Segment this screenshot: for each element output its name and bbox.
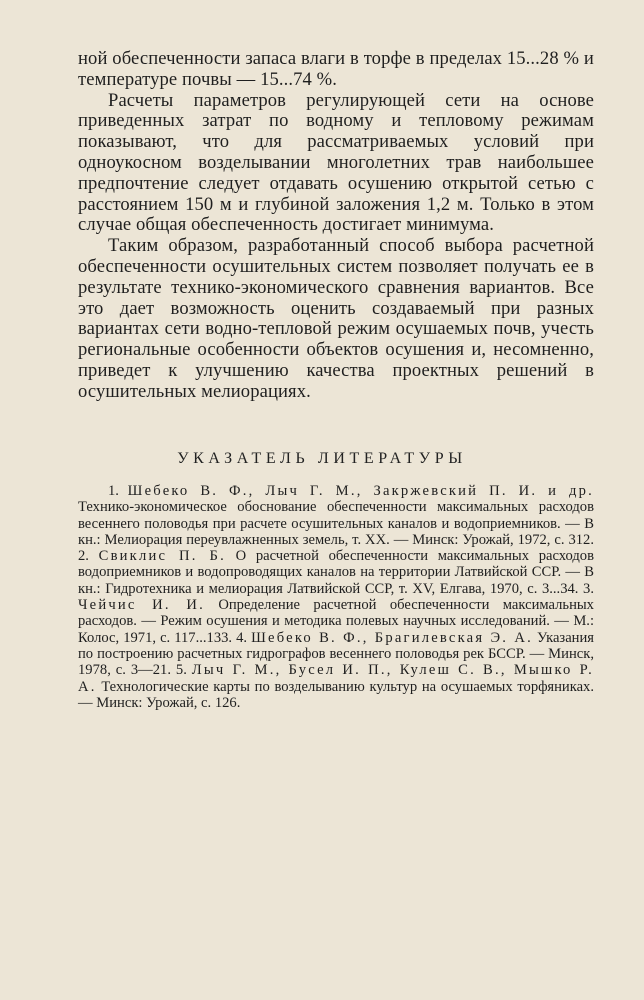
ref-4-authors: Шебеко В. Ф., Брагилевская Э. А. [251, 629, 533, 646]
paragraph-calculations: Расчеты параметров регулирующей сети на основе приведенных затрат по водному и тепловому режимам показывают, что для рассматриваемых условий при одноукосном возделывании многолетних трав наибольшее предпочтение следует отдавать осушению открытой сетью с расстоянием 150 м и глубиной заложения 1,2 м. Только в этом случае общая обеспеченность достигает минимума. [78, 89, 594, 236]
ref-5-number: 5. [175, 662, 187, 679]
ref-3-authors: Чейчис И. И. [78, 597, 205, 614]
ref-2-text: О расчетной обеспеченности максимальных расходов водоприемников и водопроводящих каналов на территории Латвийской ССР. — В кн.: Гидротехника и мелиорация Латвийской ССР, т. XV, Елгава, 1970, с. 3...34. [78, 548, 594, 597]
ref-2-authors: Свиклис П. Б. [98, 548, 226, 565]
ref-5-authors: Лыч Г. М., Бусел И. П., Кулеш С. В., Мышко Р. А. [78, 662, 594, 695]
ref-1-text: Технико-экономическое обоснование обеспеченности максимальных расходов весеннего половодья при расчете осушительных каналов и водоприемников. — В кн.: Мелиорация переувлажненных земель, т. XX. — Минск: Урожай, 1972, с. 312. [78, 499, 594, 548]
ref-2-number: 2. [78, 548, 89, 565]
body-text [78, 49, 594, 403]
paragraph-continuation: ной обеспеченности запаса влаги в торфе в пределах 15...28 % и температуре почвы — 15...74 %. [78, 48, 594, 90]
ref-5-text: Технологические карты по возделыванию культур на осушаемых торфяниках. — Минск: Урожай, с. 126. [78, 678, 594, 711]
ref-3-number: 3. [583, 580, 594, 597]
paragraph-conclusion: Таким образом, разработанный способ выбора расчетной обеспеченности осушительных систем позволяет получать ее в результате технико-экономического сравнения вариантов. Все это дает возможность оценить создаваемый при разных вариантах сети водно-тепловой режим осушаемых почв, учесть региональные особенности объектов осушения и, несомненно, приведет к улучшению качества проектных решений в осушительных мелиорациях. [78, 235, 594, 402]
ref-1-authors: Шебеко В. Ф., Лыч Г. М., Закржевский П. И. и др. [127, 483, 594, 499]
ref-1-number: 1. [108, 483, 119, 499]
references-heading: УКАЗАТЕЛЬ ЛИТЕРАТУРЫ [177, 450, 467, 467]
ref-3-text: Определение расчетной обеспеченности максимальных расходов. — Режим осушения и методика полевых научных исследований. — М.: Колос, 1971, с. 117...133. [78, 597, 594, 646]
ref-4-text: Указания по построению расчетных гидрографов весеннего половодья рек БССР. — Минск, 1978, с. 3—21. [78, 629, 595, 679]
ref-4-number: 4. [236, 629, 248, 646]
references-list [78, 483, 594, 711]
